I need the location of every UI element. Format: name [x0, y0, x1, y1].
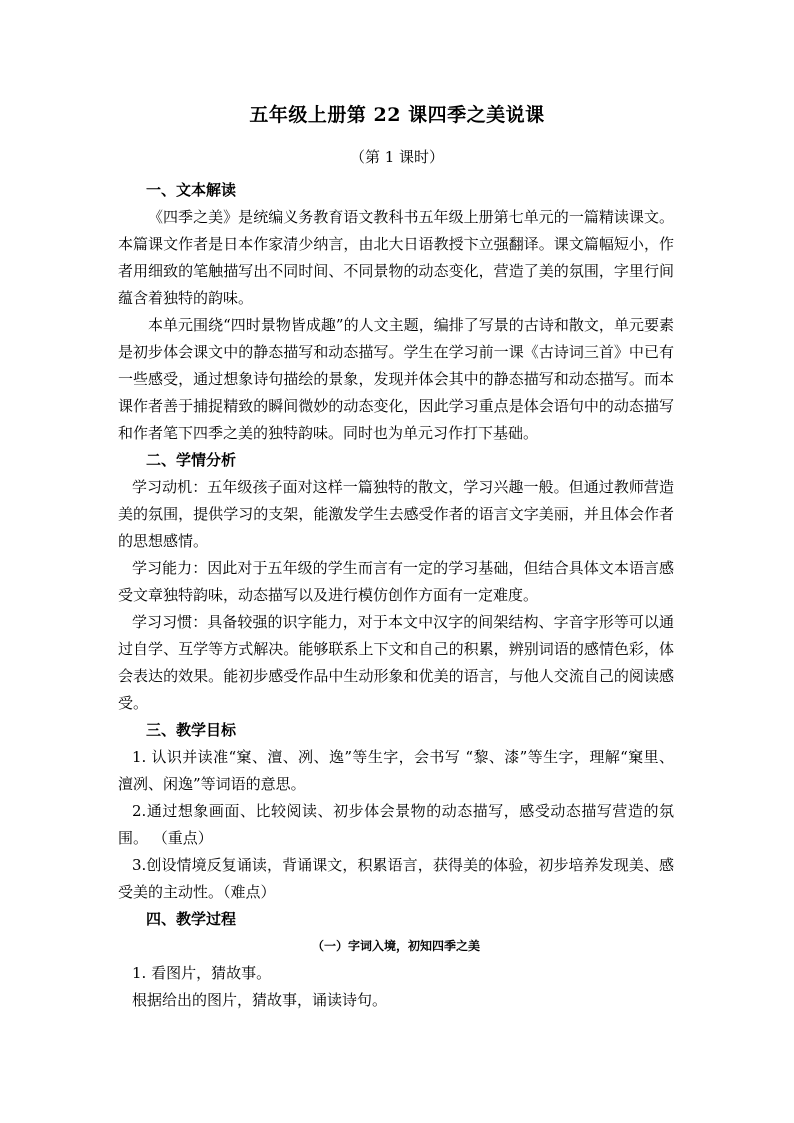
process-step-1-description: 根据给出的图片，猜故事，诵读诗句。	[132, 991, 388, 1009]
section-heading-teaching-goals: 三、教学目标	[146, 721, 237, 739]
subsection-heading-words: （一）字词入境，初知四季之美	[311, 939, 480, 953]
section-heading-text-analysis: 一、文本解读	[146, 181, 237, 199]
paragraph-text-analysis-2: 本单元围绕“四时景物皆成趣”的人文主题，编排了写景的古诗和散文，单元要素是初步体会课文中的静态描写和动态描写。学生在学习前一课《古诗词三首》中已有一些感受，通过想象诗句描绘的景象，发现并体会其中的静态描写和动态描写。而本课作者善于捕捉精致的瞬间微妙的动态变化，因此学习重点是体会语句中的动态描写和作者笔下四季之美的独特韵味。同时也为单元习作打下基础。	[118, 316, 674, 442]
document-subtitle: （第 1 课时）	[349, 148, 445, 166]
document-body	[118, 177, 674, 1014]
document-title: 五年级上册第 22 课四季之美说课	[249, 104, 545, 126]
paragraph-text-analysis-1: 《四季之美》是统编义务教育语文教科书五年级上册第七单元的一篇精读课文。本篇课文作者是日本作家清少纳言，由北大日语教授卞立强翻译。课文篇幅短小，作者用细致的笔触描写出不同时间、不同景物的动态变化，营造了美的氛围，字里行间蕴含着独特的韵味。	[118, 208, 674, 307]
teaching-goal-3: 3.创设情境反复诵读，背诵课文，积累语言，获得美的体验，初步培养发现美、感受美的主动性。（难点）	[118, 856, 674, 901]
paragraph-learning-ability: 学习能力：因此对于五年级的学生而言有一定的学习基础，但结合具体文本语言感受文章独特韵味，动态描写以及进行模仿创作方面有一定难度。	[118, 559, 674, 604]
paragraph-learning-habits: 学习习惯：具备较强的识字能力，对于本文中汉字的间架结构、字音字形等可以通过自学、互学等方式解决。能够联系上下文和自己的积累，辨别词语的感情色彩，体会表达的效果。能初步感受作品中生动形象和优美的语言，与他人交流自己的阅读感受。	[118, 613, 674, 712]
process-step-1: 1. 看图片，猜故事。	[132, 964, 272, 982]
section-heading-teaching-process: 四、教学过程	[146, 910, 237, 928]
teaching-goal-2: 2.通过想象画面、比较阅读、初步体会景物的动态描写，感受动态描写营造的氛围。 （重点）	[118, 802, 674, 847]
section-heading-learner-analysis: 二、学情分析	[146, 451, 237, 469]
teaching-goal-1: 1. 认识并读准“窠、澶、冽、逸”等生字，会书写 “黎、漆”等生字，理解“窠里、澶冽、闲逸”等词语的意思。	[118, 748, 674, 793]
paragraph-learning-motivation: 学习动机：五年级孩子面对这样一篇独特的散文，学习兴趣一般。但通过教师营造美的氛围，提供学习的支架，能激发学生去感受作者的语言文字美丽，并且体会作者的思想感情。	[118, 478, 674, 550]
